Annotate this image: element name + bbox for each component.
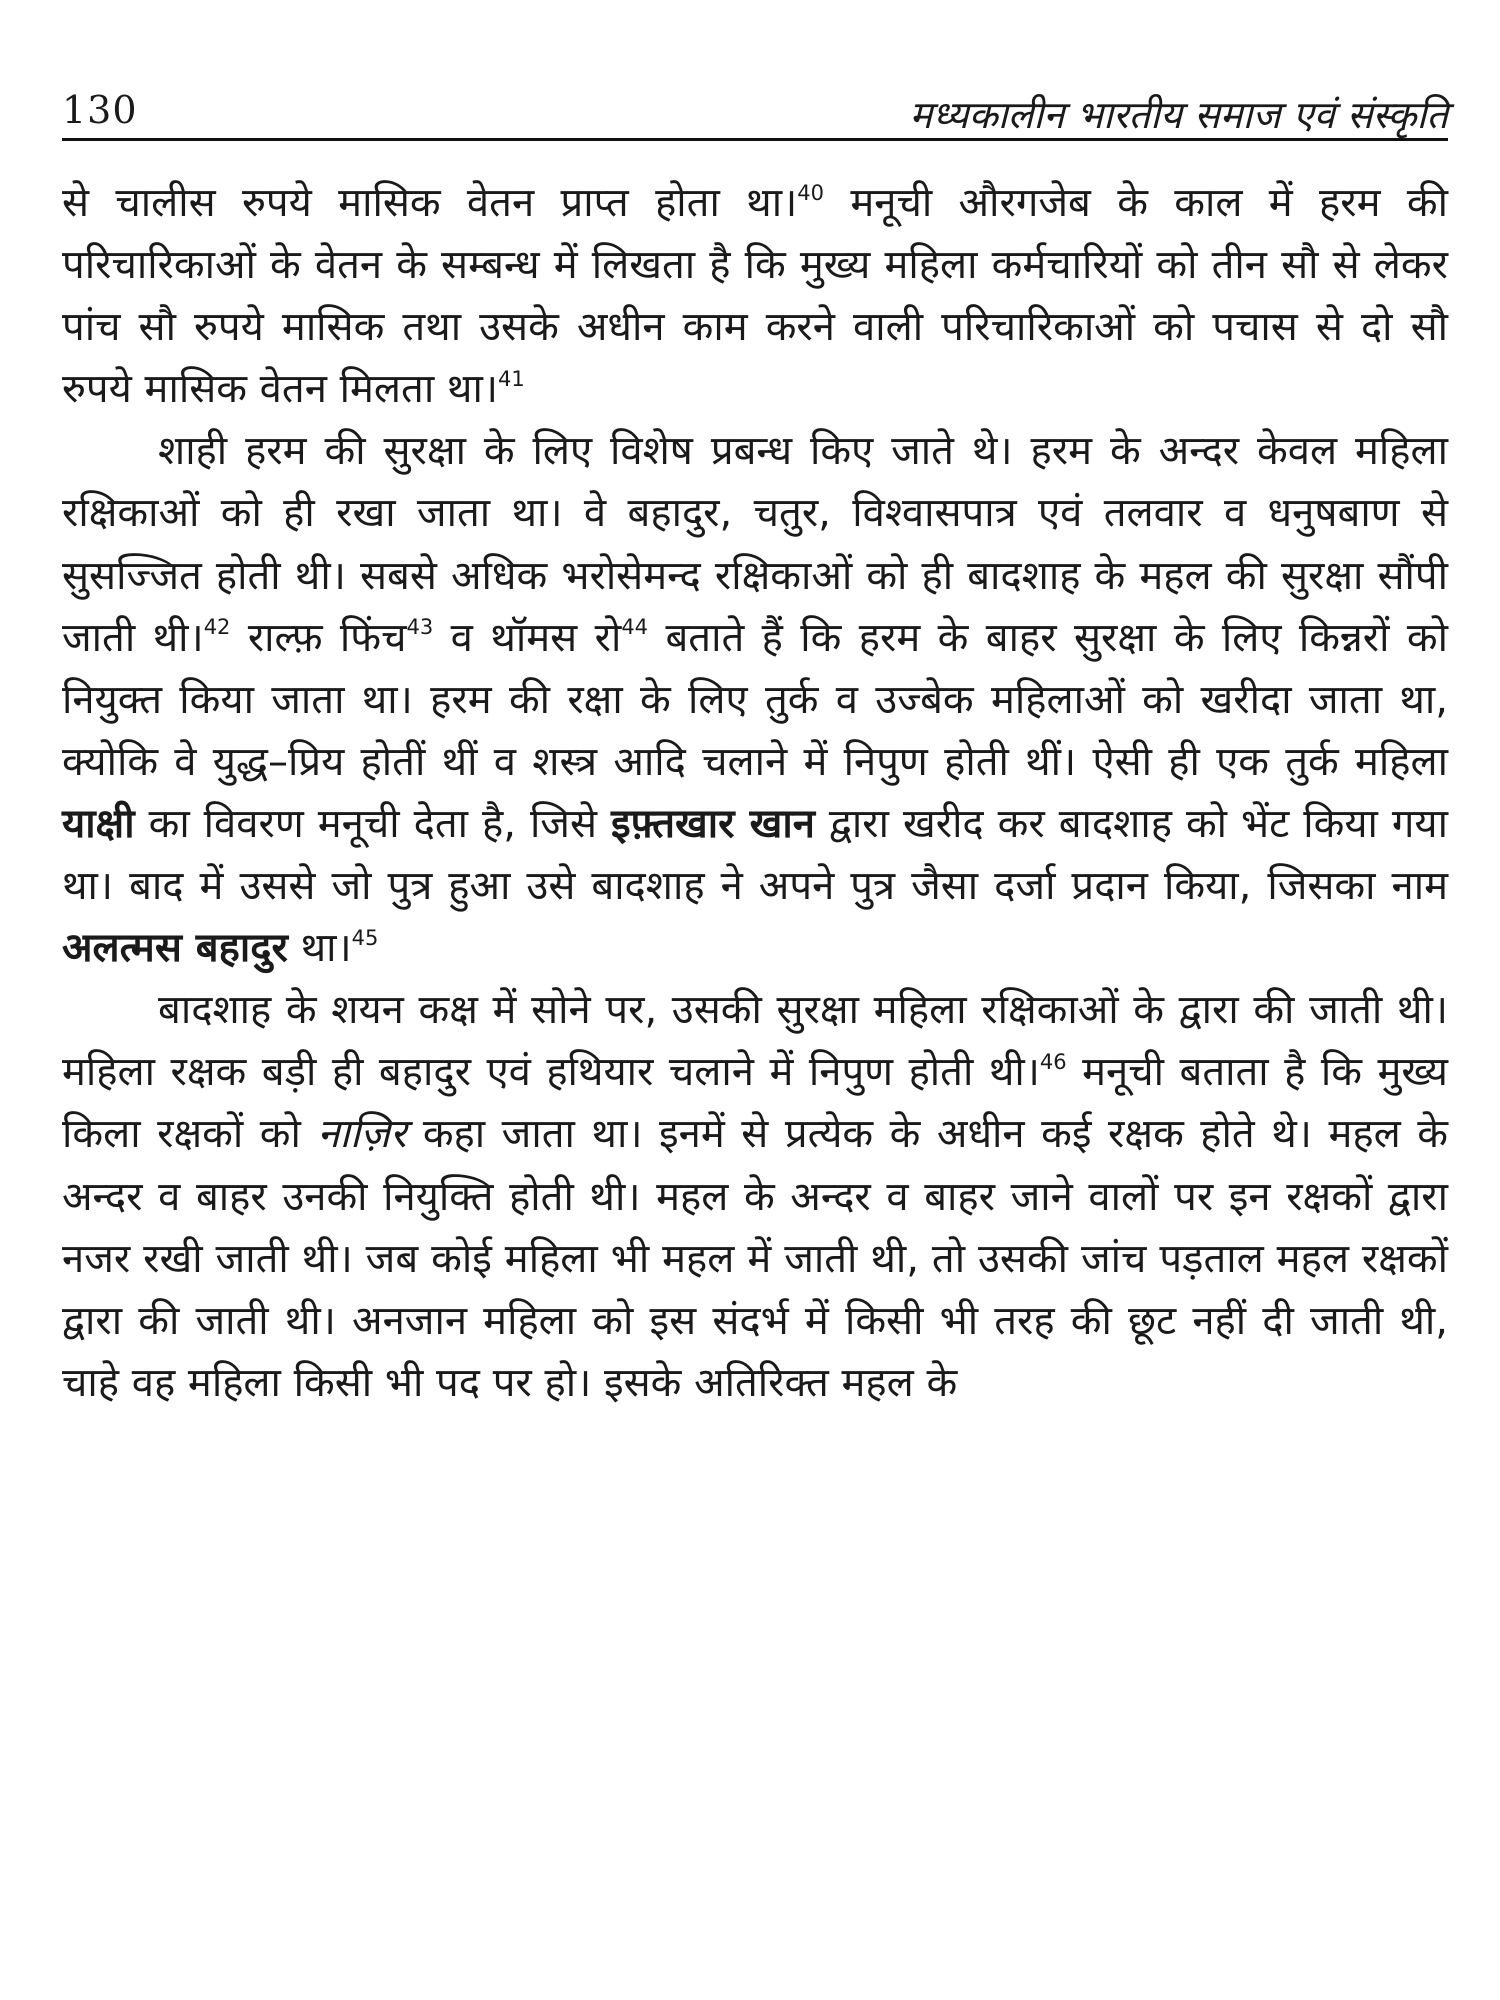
footnote-ref-41: 41: [497, 366, 525, 391]
text-run: से चालीस रुपये मासिक वेतन प्राप्त होता था।: [62, 180, 798, 226]
bold-name-yakshi: याक्षी: [62, 800, 135, 847]
footnote-ref-46: 46: [1039, 1049, 1067, 1074]
text-run: कहा जाता था। इनमें से प्रत्येक के अधीन कई रक्षक होते थे। महल के अन्दर व बाहर उनकी नियुक्ति होती थी। महल के अन्दर व बाहर जाने वालों पर इन रक्षकों द्वारा नजर रखी जाती थी। जब कोई महिला भी महल में जाती थी, तो उसकी जांच पड़ताल महल रक्षकों द्वारा की जाती थी। अनजान महिला को इस संदर्भ में किसी भी तरह की छूट नहीं दी जाती थी, चाहे वह महिला किसी भी पद पर हो। इसके अतिरिक्त महल के: [62, 1111, 1449, 1406]
text-run: राल्फ़ फिंच: [230, 614, 407, 661]
bold-name-iftakhar-khan: इफ़्तखार खान: [611, 800, 815, 847]
paragraph-2: [62, 420, 1448, 979]
footnote-ref-40: 40: [797, 180, 824, 205]
paragraph-3: [62, 979, 1448, 1414]
text-run: द्वारा खरीद कर बादशाह को भेंट किया गया था। बाद में उससे जो पुत्र हुआ उसे बादशाह ने अपने पुत्र जैसा दर्जा प्रदान किया, जिसका नाम: [62, 800, 1448, 910]
text-run: शाही हरम की सुरक्षा के लिए विशेष प्रबन्ध किए जाते थे। हरम के अन्दर केवल महिला रक्षिकाओं को ही रखा जाता था। वे बहादुर, चतुर, विश्वासपात्र एवं तलवार व धनुषबाण से सुसज्जित होती थी। सबसे अधिक भरोसेमन्द रक्षिकाओं को ही बादशाह के महल की सुरक्षा सौंपी जाती थी।: [62, 428, 1448, 661]
text-run: मनूची औरगजेब के काल में हरम की परिचारिकाओं के वेतन के सम्बन्ध में लिखता है कि मुख्य महिला कर्मचारियों को तीन सौ से लेकर पांच सौ रुपये मासिक तथा उसके अधीन काम करने वाली परिचारिकाओं को पचास से दो सौ रुपये मासिक वेतन मिलता था।: [62, 180, 1448, 413]
footnote-ref-42: 42: [203, 615, 231, 640]
body-text: [62, 172, 1448, 1414]
footnote-ref-43: 43: [406, 615, 434, 640]
footnote-ref-45: 45: [351, 925, 379, 950]
text-run: का विवरण मनूची देता है, जिसे: [134, 800, 612, 847]
bold-name-altamas-bahadur: अलत्मस बहादुर: [62, 925, 288, 972]
paragraph-1: [62, 172, 1448, 420]
header-rule: [62, 138, 1448, 141]
page-number: 130: [62, 88, 138, 132]
footnote-ref-44: 44: [621, 615, 649, 640]
text-run: बताते हैं कि हरम के बाहर सुरक्षा के लिए किन्नरों को नियुक्त किया जाता था। हरम की रक्षा के लिए तुर्क व उज्बेक महिलाओं को खरीदा जाता था, क्योकि वे युद्ध–प्रिय होतीं थीं व शस्त्र आदि चलाने में निपुण होती थीं। ऐसी ही एक तुर्क महिला: [62, 614, 1449, 785]
book-title: मध्यकालीन भारतीय समाज एवं संस्कृति: [909, 93, 1448, 137]
italic-term-nazir: नाज़िर: [317, 1111, 407, 1158]
running-head: [62, 88, 1448, 137]
text-run: मनूची बताता है कि मुख्य किला रक्षकों को: [62, 1049, 1448, 1158]
text-run: व थॉमस रो: [433, 614, 622, 661]
text-run: था।: [287, 925, 352, 972]
text-run: बादशाह के शयन कक्ष में सोने पर, उसकी सुरक्षा महिला रक्षिकाओं के द्वारा की जाती थी। महिला रक्षक बड़ी ही बहादुर एवं हथियार चलाने में निपुण होती थी।: [62, 987, 1448, 1096]
